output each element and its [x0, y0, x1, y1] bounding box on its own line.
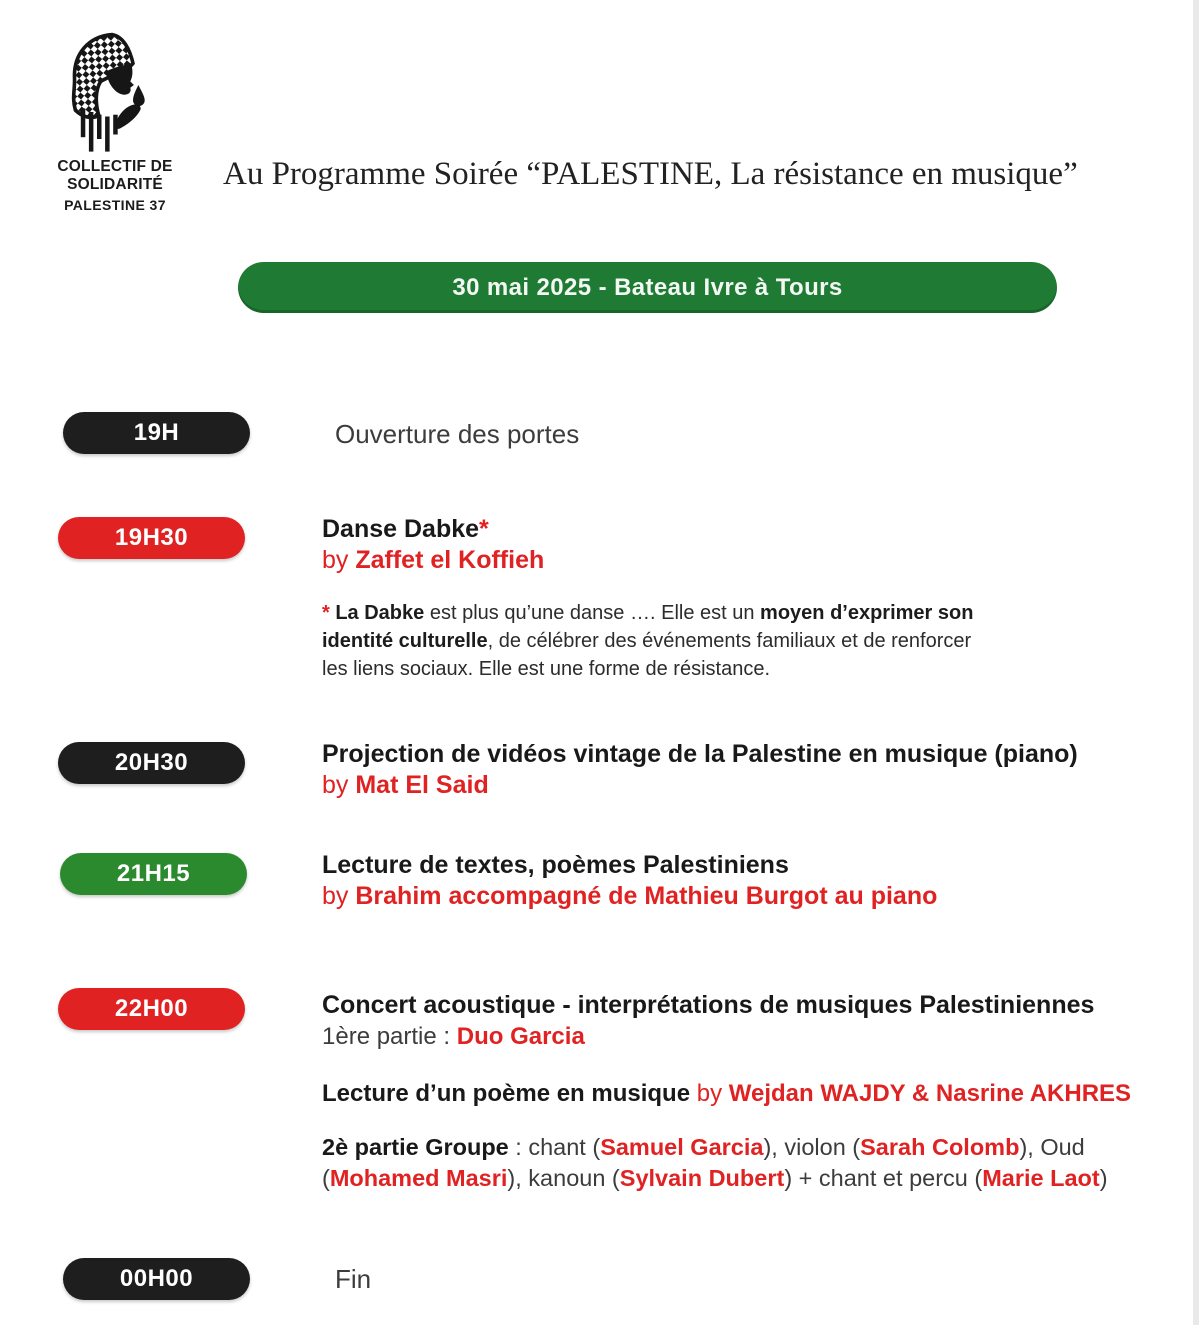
event-line [335, 418, 579, 450]
date-venue-banner: 30 mai 2025 - Bateau Ivre à Tours [238, 262, 1057, 313]
time-pill-00h00: 00H00 [63, 1258, 250, 1300]
text-segment: 1ère partie : [322, 1023, 457, 1050]
event-by-line [322, 545, 544, 576]
text-segment: * [322, 602, 336, 624]
text-segment: : chant ( [508, 1134, 601, 1160]
time-pill-22h00: 22H00 [58, 988, 245, 1030]
text-segment: Brahim accompagné de Mathieu Burgot au piano [355, 882, 938, 910]
footnote-line [322, 627, 973, 655]
page-title: Au Programme Soirée “PALESTINE, La résistance en musique” [223, 156, 1078, 192]
text-segment: by [322, 771, 356, 799]
footnote-line [322, 655, 973, 683]
text-segment: Danse Dabke [322, 515, 480, 543]
text-segment: Ouverture des portes [335, 419, 580, 449]
text-segment: identité culturelle [322, 630, 488, 652]
text-segment: by [322, 546, 356, 574]
event-poem [322, 1078, 1131, 1109]
text-segment: 2è partie Groupe [322, 1134, 509, 1160]
text-segment: ), violon ( [763, 1134, 861, 1160]
event-title-line [322, 739, 1078, 770]
text-segment: Mohamed Masri [329, 1165, 508, 1191]
text-segment: Lecture d’un poème en musique [322, 1080, 697, 1107]
text-segment: Projection de vidéos vintage de la Palestine en musique (piano) [322, 740, 1078, 768]
org-name-line2: PALESTINE 37 [64, 197, 166, 213]
time-pill-19h30: 19H30 [58, 517, 245, 559]
text-segment: Wejdan WAJDY & Nasrine AKHRES [728, 1080, 1132, 1107]
text-segment: Mat El Said [355, 771, 489, 799]
text-segment: Samuel Garcia [600, 1134, 764, 1160]
event-by-line [322, 881, 937, 912]
event-title-line [322, 514, 544, 545]
event-title-line [322, 990, 1094, 1021]
text-segment: les liens sociaux. Elle est une forme de résistance. [322, 658, 770, 680]
event-part1-line [322, 1021, 1094, 1052]
event-19h30 [322, 514, 544, 576]
text-segment: est plus qu’une danse …. Elle est un [424, 602, 761, 624]
poem-line [322, 1078, 1131, 1109]
group-line [322, 1163, 1108, 1194]
text-segment: by [322, 882, 356, 910]
time-pill-19h: 19H [63, 412, 250, 454]
event-by-line [322, 770, 1078, 801]
text-segment: ) + chant et percu ( [784, 1165, 983, 1191]
event-line [335, 1263, 371, 1295]
text-segment: Duo Garcia [456, 1023, 585, 1050]
text-segment: ), kanoun ( [507, 1165, 620, 1191]
text-segment: La Dabke [335, 602, 425, 624]
palestinian-woman-keffiyeh-logo-icon [61, 30, 169, 158]
event-19h [335, 418, 579, 450]
event-20h30 [322, 739, 1078, 801]
time-pill-21h15: 21H15 [60, 853, 247, 895]
text-segment: ( [322, 1165, 330, 1191]
text-segment: Sylvain Dubert [619, 1165, 785, 1191]
text-segment: ) [1099, 1165, 1108, 1191]
text-segment: * [479, 515, 489, 543]
text-segment: Sarah Colomb [860, 1134, 1020, 1160]
org-logo-block [15, 30, 215, 213]
dabke-footnote [322, 599, 973, 683]
text-segment: Fin [335, 1264, 372, 1294]
group-line [322, 1132, 1108, 1163]
event-22h00 [322, 990, 1094, 1052]
text-segment: by [696, 1080, 729, 1107]
text-segment: Marie Laot [982, 1165, 1100, 1191]
text-segment: ), Oud [1019, 1134, 1085, 1160]
org-name-line1: COLLECTIF DE SOLIDARITÉ [57, 158, 173, 193]
text-segment: Zaffet el Koffieh [355, 546, 545, 574]
event-fin [335, 1263, 371, 1295]
text-segment: Concert acoustique - interprétations de musiques Palestiniennes [322, 991, 1095, 1019]
text-segment: moyen d’exprimer son [760, 602, 974, 624]
event-title-line [322, 850, 937, 881]
event-group [322, 1132, 1108, 1194]
event-21h15 [322, 850, 937, 912]
text-segment: Lecture de textes, poèmes Palestiniens [322, 851, 789, 879]
footnote-line [322, 599, 973, 627]
time-pill-20h30: 20H30 [58, 742, 245, 784]
text-segment: , de célébrer des événements familiaux et de renforcer [487, 630, 972, 652]
